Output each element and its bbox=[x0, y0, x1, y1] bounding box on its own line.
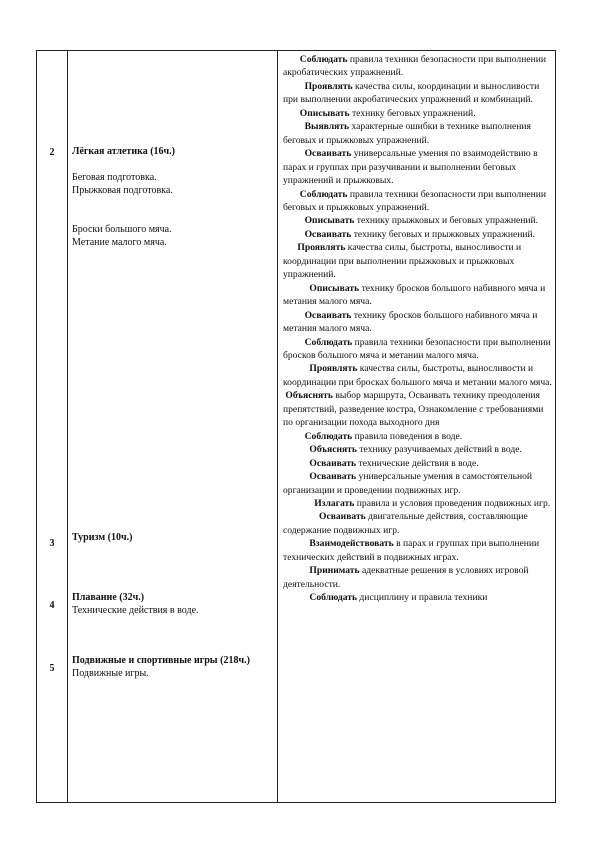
row-number: 2 bbox=[49, 147, 55, 158]
activity-verb: Осваивать bbox=[304, 228, 352, 240]
activity-text: качества силы, координации и выносливости при выполнении акробатических упражнений и комбинаций. bbox=[283, 80, 540, 106]
activity-item bbox=[283, 147, 553, 187]
activity-verb: Осваивать bbox=[318, 511, 366, 523]
curriculum-table bbox=[36, 50, 556, 803]
activity-item bbox=[283, 53, 553, 80]
activity-text: качества силы, быстроты, выносливости и координации при бросках большого мяча и метании малого мяча. bbox=[283, 363, 552, 388]
activity-text: адекватные решения в условиях игровой деятельности. bbox=[283, 565, 529, 590]
section-title: Туризм (10ч.) bbox=[72, 532, 133, 543]
activity-text: универсальные умения по взаимодействию в парах и группах при разучивании и выполнении беговых упражнений и прыжковых. bbox=[283, 148, 538, 187]
section-line: Подвижные игры. bbox=[72, 668, 149, 679]
activity-text: технику бросков большого набивного мяча и метания малого мяча. bbox=[283, 309, 538, 335]
activity-text: двигательные действия, составляющие содержание подвижных игр. bbox=[283, 511, 528, 536]
section-tourism bbox=[72, 531, 272, 544]
activity-text: дисциплину и правила техники bbox=[357, 592, 488, 604]
activity-verb: Объяснять bbox=[285, 390, 333, 402]
activity-verb: Осваивать bbox=[309, 457, 357, 469]
activity-item bbox=[283, 430, 553, 443]
activity-text: правила техники безопасности при выполнении бросков большого мяча и метании малого мяча. bbox=[283, 336, 551, 361]
row-number: 5 bbox=[49, 663, 55, 674]
section-title: Лёгкая атлетика (16ч.) bbox=[72, 146, 175, 157]
activity-item bbox=[283, 443, 553, 456]
section-athletics bbox=[72, 145, 272, 249]
activity-verb: Описывать bbox=[304, 215, 355, 227]
section-line: Броски большого мяча. bbox=[72, 224, 172, 235]
activity-verb: Проявлять bbox=[304, 80, 353, 92]
activity-item bbox=[283, 510, 553, 537]
activity-verb: Соблюдать bbox=[299, 54, 348, 65]
activity-item bbox=[283, 457, 553, 470]
section-swimming bbox=[72, 591, 272, 617]
section-line: Прыжковая подготовка. bbox=[72, 185, 173, 196]
activity-text: характерные ошибки в технике выполнения беговых и прыжковых упражнений. bbox=[283, 121, 531, 146]
activity-text: в парах и группах при выполнении технических действий в подвижных играх. bbox=[283, 538, 540, 563]
activity-item bbox=[283, 537, 553, 564]
activity-verb: Описывать bbox=[299, 107, 350, 119]
activities-column bbox=[283, 53, 553, 605]
section-line: Беговая подготовка. bbox=[72, 172, 157, 183]
section-line: Метание малого мяча. bbox=[72, 237, 167, 248]
activity-item bbox=[283, 80, 553, 107]
activity-text: правила поведения в воде. bbox=[352, 430, 463, 442]
row-number: 4 bbox=[49, 600, 55, 611]
row-number: 3 bbox=[49, 538, 55, 549]
activity-verb: Объяснять bbox=[309, 444, 357, 456]
activity-item bbox=[283, 120, 553, 147]
activity-text: технику бросков большого набивного мяча и метания малого мяча. bbox=[283, 282, 546, 308]
activity-item bbox=[283, 591, 553, 604]
activity-text: технику прыжковых и беговых упражнений. bbox=[354, 215, 539, 227]
activity-item bbox=[283, 389, 553, 429]
activity-text: правила техники безопасности при выполнении беговых и прыжковых упражнений. bbox=[283, 188, 547, 213]
activity-text: технику беговых и прыжковых упражнений. bbox=[351, 228, 536, 240]
activity-text: технические действия в воде. bbox=[356, 457, 479, 469]
activity-item bbox=[283, 282, 553, 309]
section-title: Подвижные и спортивные игры (218ч.) bbox=[72, 655, 250, 666]
activity-text: правила и условия проведения подвижных игр. bbox=[354, 497, 551, 509]
activity-verb: Осваивать bbox=[304, 148, 352, 160]
column-divider-number bbox=[67, 51, 68, 802]
activity-text: правила техники безопасности при выполнении акробатических упражнений. bbox=[283, 54, 547, 79]
activity-verb: Соблюдать bbox=[299, 188, 348, 200]
activity-text: выбор маршрута, Осваивать технику преодоления препятствий, разведение костра, Ознакомление с требованиями по организации похода выходного дня bbox=[283, 390, 544, 429]
section-games bbox=[72, 654, 272, 680]
activity-text: технику разучиваемых действий в воде. bbox=[356, 444, 522, 456]
activity-verb: Осваивать bbox=[304, 309, 352, 321]
section-title: Плавание (32ч.) bbox=[72, 592, 145, 603]
activity-text: технику беговых упражнений. bbox=[349, 107, 476, 119]
activity-verb: Проявлять bbox=[297, 242, 346, 254]
activity-item bbox=[283, 336, 553, 363]
activity-verb: Осваивать bbox=[309, 471, 357, 483]
activity-text: качества силы, быстроты, выносливости и координации при выполнении прыжковых и прыжковых упражнений. bbox=[283, 242, 522, 281]
activity-item bbox=[283, 107, 553, 120]
activity-verb: Взаимодействовать bbox=[309, 538, 394, 550]
activity-verb: Принимать bbox=[309, 565, 360, 577]
activity-verb: Описывать bbox=[309, 282, 360, 294]
activity-item bbox=[283, 228, 553, 241]
activity-item bbox=[283, 188, 553, 215]
activity-item bbox=[283, 497, 553, 510]
column-divider-activities bbox=[277, 51, 278, 802]
activity-item bbox=[283, 214, 553, 227]
activity-verb: Излагать bbox=[314, 497, 355, 509]
activity-item bbox=[283, 309, 553, 336]
activity-verb: Проявлять bbox=[309, 363, 358, 375]
section-line: Технические действия в воде. bbox=[72, 605, 199, 616]
activity-verb: Соблюдать bbox=[304, 336, 353, 348]
activity-verb: Соблюдать bbox=[309, 592, 358, 604]
activity-text: универсальные умения в самостоятельной организации и проведении подвижных игр. bbox=[283, 471, 533, 496]
activity-item bbox=[283, 564, 553, 591]
activity-item bbox=[283, 241, 553, 281]
activity-verb: Соблюдать bbox=[304, 430, 353, 442]
activity-item bbox=[283, 470, 553, 497]
activity-item bbox=[283, 362, 553, 389]
activity-verb: Выявлять bbox=[304, 121, 350, 133]
